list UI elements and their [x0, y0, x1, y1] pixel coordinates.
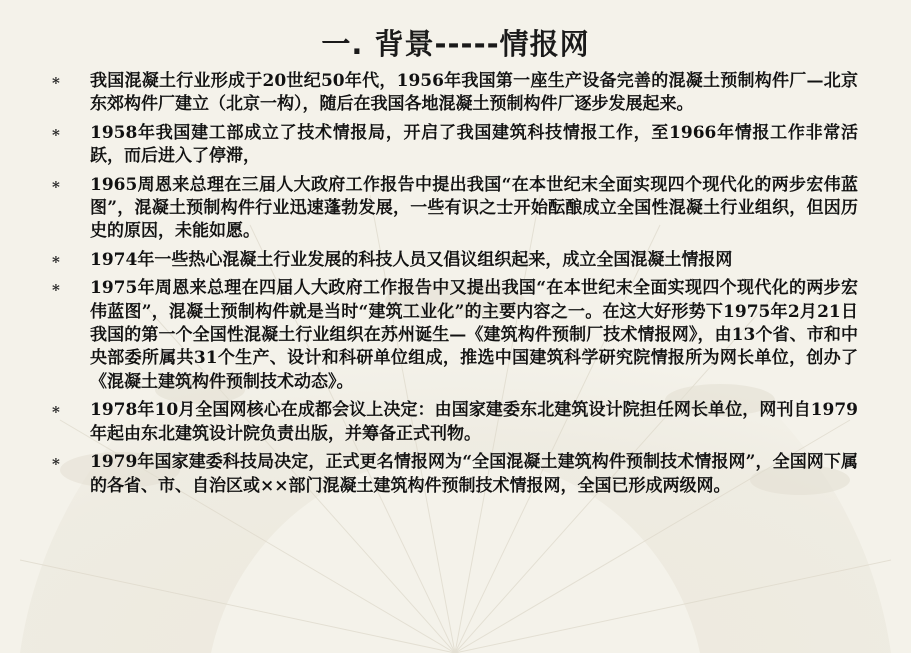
bullet-text: 1958年我国建工部成立了技术情报局，开启了我国建筑科技情报工作，至1966年情报工作非常活跃，而后进入了停滞， [90, 122, 858, 167]
bullet-item [52, 451, 858, 498]
bullet-text: 1978年10月全国网核心在成都会议上决定：由国家建委东北建筑设计院担任网长单位，网刊自1979年起由东北建筑设计院负责出版，并筹备正式刊物。 [90, 400, 858, 444]
bullet-text: 1979年国家建委科技局决定，正式更名情报网为“全国混凝土建筑构件预制技术情报网”，全国网下属的各省、市、自治区或××部门混凝土建筑构件预制技术情报网，全国已形成两级网。 [90, 452, 858, 496]
bullet-text: 1974年一些热心混凝土行业发展的科技人员又倡议组织起来，成立全国混凝土情报网 [90, 249, 733, 270]
bullet-text: 1965周恩来总理在三届人大政府工作报告中提出我国“在本世纪末全面实现四个现代化的两步宏伟蓝图”，混凝土预制构件行业迅速蓬勃发展，一些有识之士开始酝酿成立全国性混凝土行业组织，但因历史的原因，未能如愿。 [90, 174, 858, 242]
bullet-star-icon: * [52, 74, 60, 92]
bullet-item [52, 174, 858, 244]
bullet-item [52, 277, 858, 394]
bullet-star-icon: * [52, 281, 60, 300]
bullet-star-icon: * [52, 455, 60, 474]
bullet-item [52, 122, 858, 169]
bullet-item [52, 249, 858, 272]
bullet-item [52, 399, 858, 446]
bullet-list [52, 70, 858, 503]
bullet-text: 1975年周恩来总理在四届人大政府工作报告中又提出我国“在本世纪末全面实现四个现代化的两步宏伟蓝图”，混凝土预制构件就是当时“建筑工业化”的主要内容之一。在这大好形势下1975年2月21日我国的第一个全国性混凝土行业组织在苏州诞生—《建筑构件预制厂技术情报网》，由13个省、市和中央部委所属共31个生产、设计和科研单位组成，推选中国建筑科学研究院情报所为网长单位，创办了《混凝土建筑构件预制技术动态》。 [90, 278, 858, 392]
bullet-item [52, 70, 858, 117]
bullet-text: 我国混凝土行业形成于20世纪50年代，1956年我国第一座生产设备完善的混凝土预制构件厂—北京东郊构件厂建立（北京一构），随后在我国各地混凝土预制构件厂逐步发展起来。 [90, 71, 858, 115]
bullet-star-icon: * [52, 252, 60, 271]
bullet-star-icon: * [52, 177, 60, 196]
bullet-star-icon: * [52, 125, 60, 144]
slide-title: 一. 背景-----情报网 [321, 27, 590, 61]
bullet-star-icon: * [52, 403, 60, 422]
